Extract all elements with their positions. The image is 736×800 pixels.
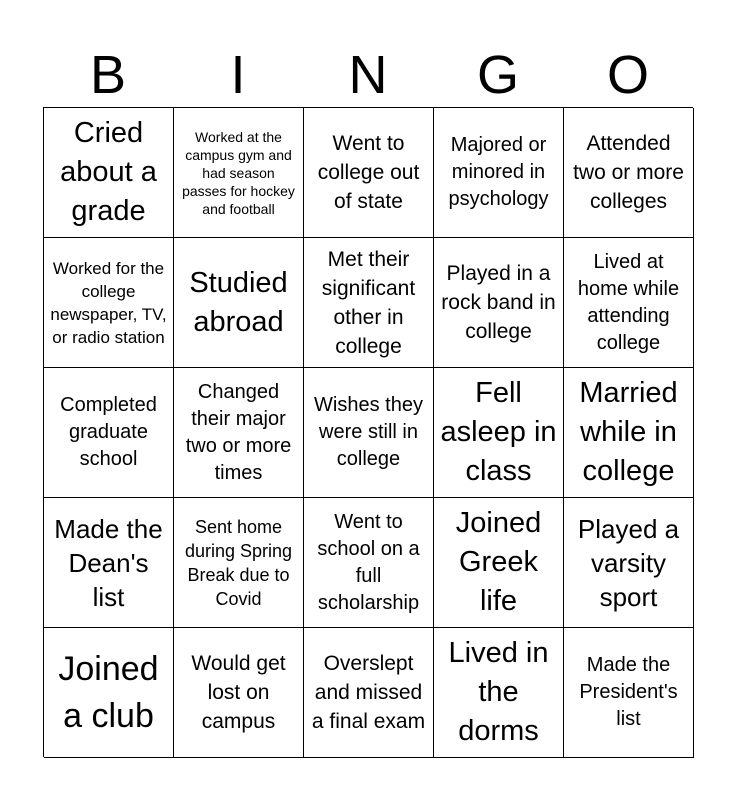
cell-text: Met their significant other in college bbox=[321, 247, 416, 358]
cell-text: Completed graduate school bbox=[60, 394, 157, 470]
bingo-cell[interactable] bbox=[174, 368, 304, 498]
bingo-cell[interactable] bbox=[564, 368, 694, 498]
header-letter-b: B bbox=[89, 45, 127, 105]
bingo-cell[interactable] bbox=[434, 368, 564, 498]
header-letter-o: O bbox=[606, 45, 649, 105]
cell-text: Worked at the campus gym and had season passes for hockey and football bbox=[182, 128, 295, 217]
bingo-cell[interactable] bbox=[434, 108, 564, 238]
cell-text: Went to college out of state bbox=[317, 132, 420, 213]
cell-text: Sent home during Spring Break due to Covid bbox=[184, 516, 293, 609]
header-letter-n: N bbox=[348, 45, 388, 105]
bingo-cell[interactable] bbox=[564, 238, 694, 368]
bingo-cell[interactable] bbox=[174, 238, 304, 368]
cell-text: Fell asleep in class bbox=[440, 377, 557, 487]
bingo-board bbox=[43, 107, 693, 757]
cell-text: Lived in the dorms bbox=[448, 637, 549, 747]
cell-text: Attended two or more colleges bbox=[573, 132, 684, 213]
bingo-cell[interactable] bbox=[44, 628, 174, 758]
bingo-cell[interactable] bbox=[304, 108, 434, 238]
bingo-cell[interactable] bbox=[174, 498, 304, 628]
bingo-cell[interactable] bbox=[44, 368, 174, 498]
cell-text: Majored or minored in psychology bbox=[448, 134, 549, 210]
cell-text: Studied abroad bbox=[189, 266, 288, 338]
bingo-cell[interactable] bbox=[564, 628, 694, 758]
bingo-cell[interactable] bbox=[564, 108, 694, 238]
header-letter-g: G bbox=[476, 45, 519, 105]
bingo-cell[interactable] bbox=[174, 628, 304, 758]
bingo-cell[interactable] bbox=[304, 238, 434, 368]
bingo-cell[interactable] bbox=[304, 368, 434, 498]
cell-text: Joined a club bbox=[58, 649, 159, 735]
cell-text: Overslept and missed a final exam bbox=[311, 652, 426, 733]
cell-text: Made the President's list bbox=[579, 654, 678, 730]
bingo-cell[interactable] bbox=[434, 238, 564, 368]
cell-text: Wishes they were still in college bbox=[314, 394, 423, 470]
cell-text: Lived at home while attending college bbox=[577, 250, 680, 354]
cell-text: Cried about a grade bbox=[60, 117, 157, 227]
header-letter-i: I bbox=[230, 45, 246, 105]
bingo-cell[interactable] bbox=[564, 498, 694, 628]
bingo-header bbox=[43, 44, 693, 106]
cell-text: Joined Greek life bbox=[455, 507, 542, 617]
cell-text: Worked for the college newspaper, TV, or radio station bbox=[50, 258, 167, 347]
bingo-cell[interactable] bbox=[434, 628, 564, 758]
cell-text: Would get lost on campus bbox=[191, 652, 286, 733]
bingo-cell[interactable] bbox=[174, 108, 304, 238]
bingo-cell[interactable] bbox=[304, 498, 434, 628]
cell-text: Married while in college bbox=[579, 377, 678, 487]
cell-text: Played in a rock band in college bbox=[441, 262, 556, 343]
cell-text: Played a varsity sport bbox=[577, 513, 680, 612]
bingo-cell[interactable] bbox=[434, 498, 564, 628]
bingo-cell[interactable] bbox=[44, 238, 174, 368]
cell-text: Went to school on a full scholarship bbox=[317, 510, 420, 614]
bingo-cell[interactable] bbox=[44, 498, 174, 628]
bingo-cell[interactable] bbox=[44, 108, 174, 238]
cell-text: Changed their major two or more times bbox=[185, 380, 292, 484]
bingo-cell[interactable] bbox=[304, 628, 434, 758]
cell-text: Made the Dean's list bbox=[54, 513, 163, 612]
